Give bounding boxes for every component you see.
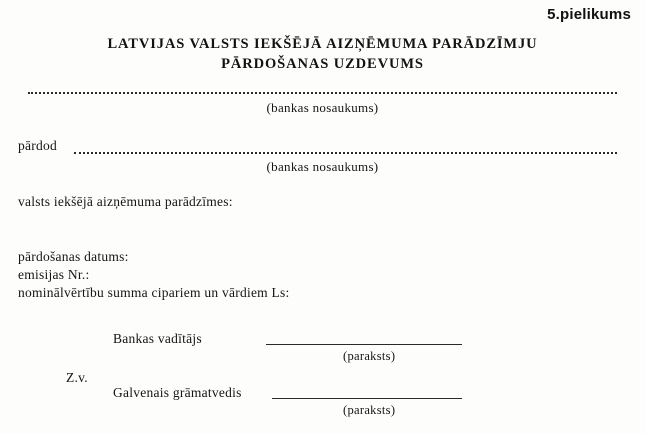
page-title-line1: LATVIJAS VALSTS IEKŠĒJĀ AIZŅĒMUMA PARĀDZĪMJU	[107, 36, 538, 52]
bank-name-field-top[interactable]	[28, 92, 617, 94]
signature-role-bank-manager: Bankas vadītājs	[113, 331, 202, 346]
signature-line-bank-manager[interactable]	[266, 344, 462, 345]
seal-mark: Z.v.	[66, 370, 88, 385]
sell-label: pārdod	[18, 138, 57, 153]
page-title-line2: PĀRDOŠANAS UZDEVUMS	[221, 56, 424, 72]
page-title	[0, 34, 645, 74]
signature-line-chief-accountant[interactable]	[272, 398, 462, 399]
field-sale-date: pārdošanas datums:	[18, 249, 129, 264]
bank-name-caption-second: (bankas nosaukums)	[266, 159, 379, 174]
field-emission-number: emisijas Nr.:	[18, 267, 90, 282]
subject-line: valsts iekšējā aizņēmuma parādzīmes:	[18, 194, 233, 209]
signature-caption-chief-accountant: (paraksts)	[343, 403, 396, 417]
bank-name-field-second[interactable]	[74, 152, 617, 154]
field-nominal-sum: nominālvērtību summa cipariem un vārdiem Ls:	[18, 285, 290, 300]
bank-name-caption-top: (bankas nosaukums)	[266, 100, 379, 115]
annex-number: 5.pielikums	[547, 6, 631, 23]
signature-role-chief-accountant: Galvenais grāmatvedis	[113, 385, 242, 400]
signature-caption-bank-manager: (paraksts)	[343, 349, 396, 363]
